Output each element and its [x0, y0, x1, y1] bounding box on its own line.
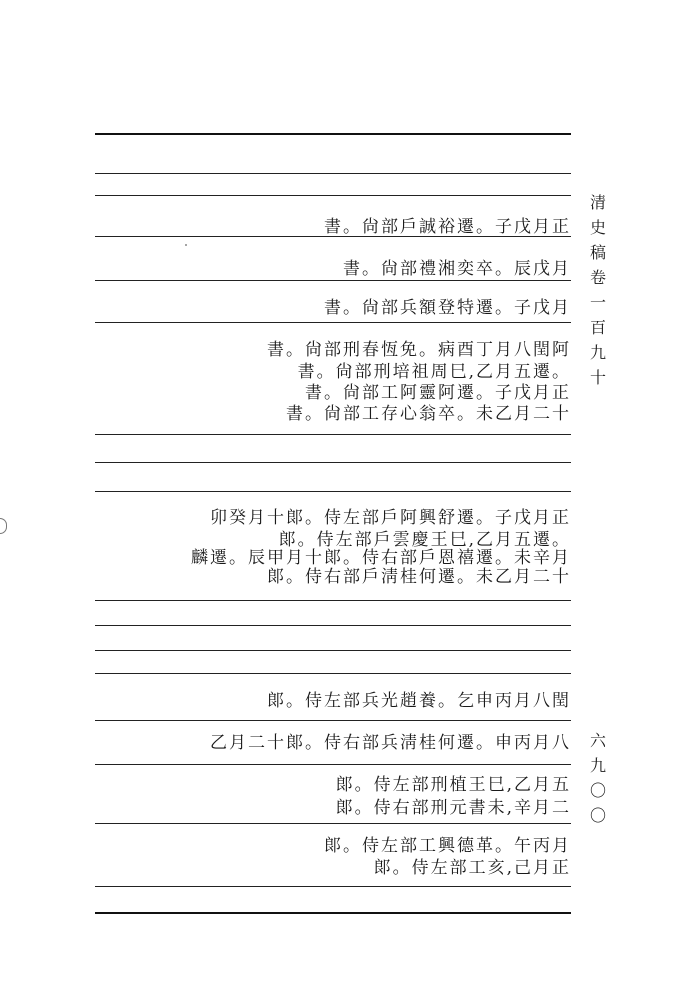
entry-text: 書。尙部兵額登特遷。子戊月 — [324, 298, 571, 318]
entry-text: 書。尙部刑春恆免。病酉丁月八閏阿 — [267, 340, 571, 360]
entry-text: 郞。侍右部戶淸桂何遷。未乙月二十 — [267, 567, 571, 587]
entry-text: 郞。侍左部工亥,己月正 — [373, 858, 571, 878]
entry-text: 郞。侍右部刑元書未,辛月二 — [335, 798, 571, 818]
entry-text: 郞。侍左部工興德革。午丙月 — [324, 836, 571, 856]
table-rule — [95, 600, 571, 601]
entry-text: 卯癸月十郞。侍左部戶阿興舒遷。子戊月正 — [210, 508, 571, 528]
entry-text: 麟遷。辰甲月十郞。侍右部戶恩禧遷。未辛月 — [191, 548, 571, 568]
entry-text: 乙月二十郞。侍右部兵淸桂何遷。申丙月八 — [210, 733, 571, 753]
table-top-rule — [95, 133, 571, 135]
table-rule — [95, 650, 571, 651]
entry-text: 郞。侍左部刑植王巳,乙月五 — [335, 775, 571, 795]
table-rule — [95, 886, 571, 887]
entry-text: 書。尙部禮湘奕卒。辰戊月 — [343, 259, 571, 279]
table-rule — [95, 462, 571, 463]
table-rule — [95, 195, 571, 196]
table-rule — [95, 720, 571, 721]
page-number: 六九〇〇 — [589, 731, 606, 825]
table-rule — [95, 625, 571, 626]
table-rule — [95, 280, 571, 281]
table-bottom-rule — [95, 912, 571, 914]
running-title: 清史稿卷一百九十 — [589, 193, 606, 387]
table-rule — [95, 764, 571, 765]
entry-text: 郞。侍左部兵光趙養。乞申丙月八閏 — [267, 691, 571, 711]
entry-text: 書。尙部戶誠裕遷。子戊月正 — [324, 217, 571, 237]
entry-text: 書。尙部工阿靈阿遷。子戊月正 — [305, 383, 571, 403]
table-rule — [95, 491, 571, 492]
table-rule — [95, 434, 571, 435]
binding-mark — [0, 518, 7, 534]
scan-speck — [185, 244, 187, 246]
entry-text: 郞。侍左部戶雲慶王巳,乙月五遷。 — [278, 530, 571, 550]
table-rule — [95, 173, 571, 174]
entry-text: 書。尙部工存心翁卒。未乙月二十 — [286, 404, 571, 424]
table-rule — [95, 673, 571, 674]
table-rule — [95, 322, 571, 323]
table-rule — [95, 823, 571, 824]
entry-text: 書。尙部刑培祖周巳,乙月五遷。 — [297, 362, 571, 382]
